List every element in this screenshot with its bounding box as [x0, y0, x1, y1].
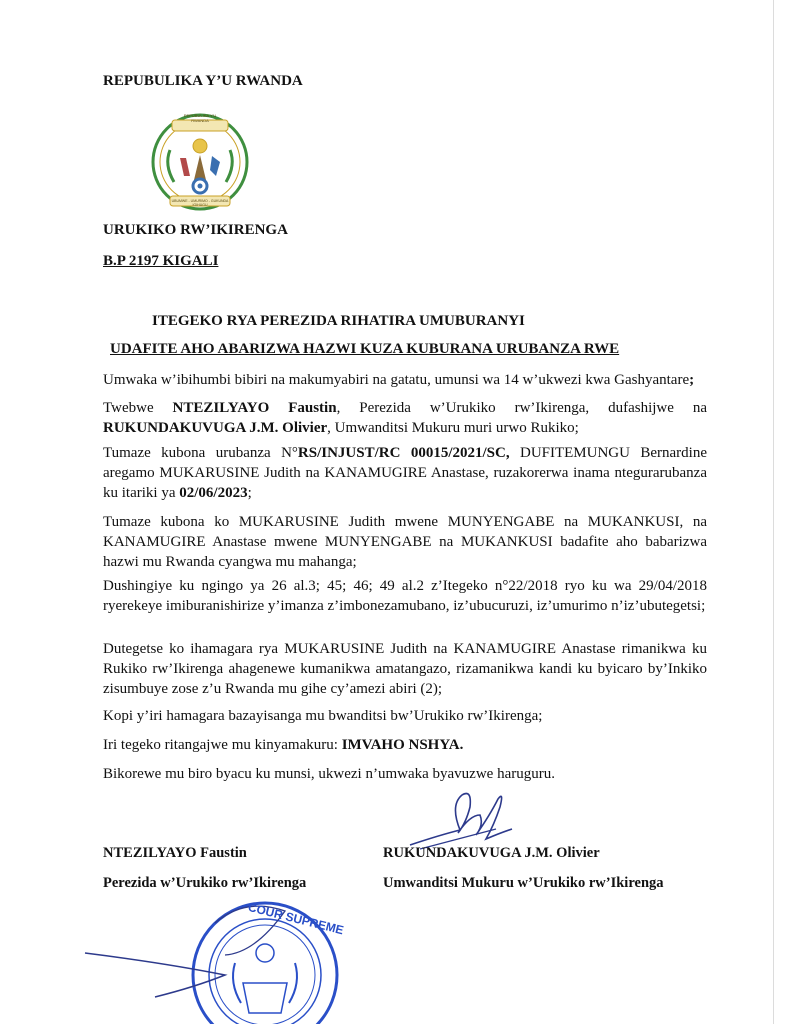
paragraph-closing: Bikorewe mu biro byacu ku munsi, ukwezi n’umwaka byavuzwe haruguru.	[103, 766, 555, 782]
court-address: B.P 2197 KIGALI	[103, 253, 219, 269]
document-title-line2: UDAFITE AHO ABARIZWA HAZWI KUZA KUBURANA URUBANZA RWE	[110, 341, 620, 357]
hearing-date: 02/06/2023	[179, 485, 248, 501]
stamp-text: COUR SUPREME	[246, 900, 346, 938]
paragraph-copy: Kopi y’iri hamagara bazayisanga mu bwanditsi bw’Urukiko rw’Ikirenga;	[103, 708, 543, 724]
paragraph-case	[103, 443, 707, 503]
left-signatory-role: Perezida w’Urukiko rw’Ikirenga	[103, 875, 307, 891]
p2-text-a: Twebwe	[103, 400, 173, 416]
newspaper-name: IMVAHO NSHYA.	[341, 737, 464, 753]
emblem-ring-text-bottom: UBUMWE - UMURIMO - GUKUNDA IGIHUGU	[171, 199, 229, 207]
p2-text-e: , Umwanditsi Mukuru muri urwo Rukiko;	[327, 420, 579, 436]
emblem-ring-text-top: REPUBULIKA Y'U RWANDA	[183, 113, 217, 123]
document-title-line1: ITEGEKO RYA PEREZIDA RIHATIRA UMUBURANYI	[152, 313, 525, 329]
p3-text-e: ;	[247, 485, 252, 501]
court-heading: URUKIKO RW’IKIRENGA	[103, 222, 288, 238]
p3-text-a: Tumaze kubona urubanza N°	[103, 445, 298, 461]
paragraph-order: Dutegetse ko ihamagara rya MUKARUSINE Judith na KANAMUGIRE Anastase rimanikwa ku Rukiko rw’Ikirenga ahagenewe kumanikwa amatangazo, rizamanikwa kandi ku byicaro by’Inkiko zisumbuye zose z’u Rwanda mu gihe cy’amezi abiri (2);	[103, 641, 707, 697]
republic-heading: REPUBULIKA Y’U RWANDA	[103, 73, 303, 89]
right-signatory-name: RUKUNDAKUVUGA J.M. Olivier	[383, 845, 600, 861]
left-signatory-name: NTEZILYAYO Faustin	[103, 845, 247, 861]
registrar-name: RUKUNDAKUVUGA J.M. Olivier	[103, 420, 328, 436]
p3-text-c: DUFITEMUNGU Bernardine aregamo MUKARUSINE Judith na KANAMUGIRE Anastase, ruzakorerwa inama ntegurarubanza ku itariki ya	[103, 445, 708, 501]
page-edge-line	[773, 0, 774, 1024]
paragraph-date-end: ;	[689, 372, 695, 388]
case-number: RS/INJUST/RC 00015/2021/SC,	[297, 445, 510, 461]
paragraph-defendants: Tumaze kubona ko MUKARUSINE Judith mwene MUNYENGABE na MUKANKUSI, na KANAMUGIRE Anastase mwene MUNYENGABE na MUKANKUSI badafite aho babarizwa hazwi mu Rwanda cyangwa mu mahanga;	[103, 514, 707, 570]
president-name: NTEZILYAYO Faustin	[172, 400, 337, 416]
paragraph-date-text: Umwaka w’ibihumbi bibiri na makumyabiri na gatatu, umunsi wa 14 w’ukwezi kwa Gashyantare	[103, 372, 690, 388]
paragraph-publication	[103, 735, 707, 755]
paragraph-legal-basis: Dushingiye ku ngingo ya 26 al.3; 45; 46; 49 al.2 z’Itegeko n°22/2018 ryo ku wa 29/04/2018 ryerekeye imiburanishirize y’imanza z’imbonezamubano, iz’ubucuruzi, iz’umurimo n’iz’ubutegetsi;	[103, 578, 707, 614]
p2-text-c: , Perezida w’Urukiko rw’Ikirenga, dufashijwe na	[336, 400, 707, 416]
p8-text-a: Iri tegeko ritangajwe mu kinyamakuru:	[103, 737, 342, 753]
right-signatory-role: Umwanditsi Mukuru w’Urukiko rw’Ikirenga	[383, 875, 664, 891]
paragraph-parties	[103, 398, 707, 438]
paragraph-date	[103, 370, 707, 390]
